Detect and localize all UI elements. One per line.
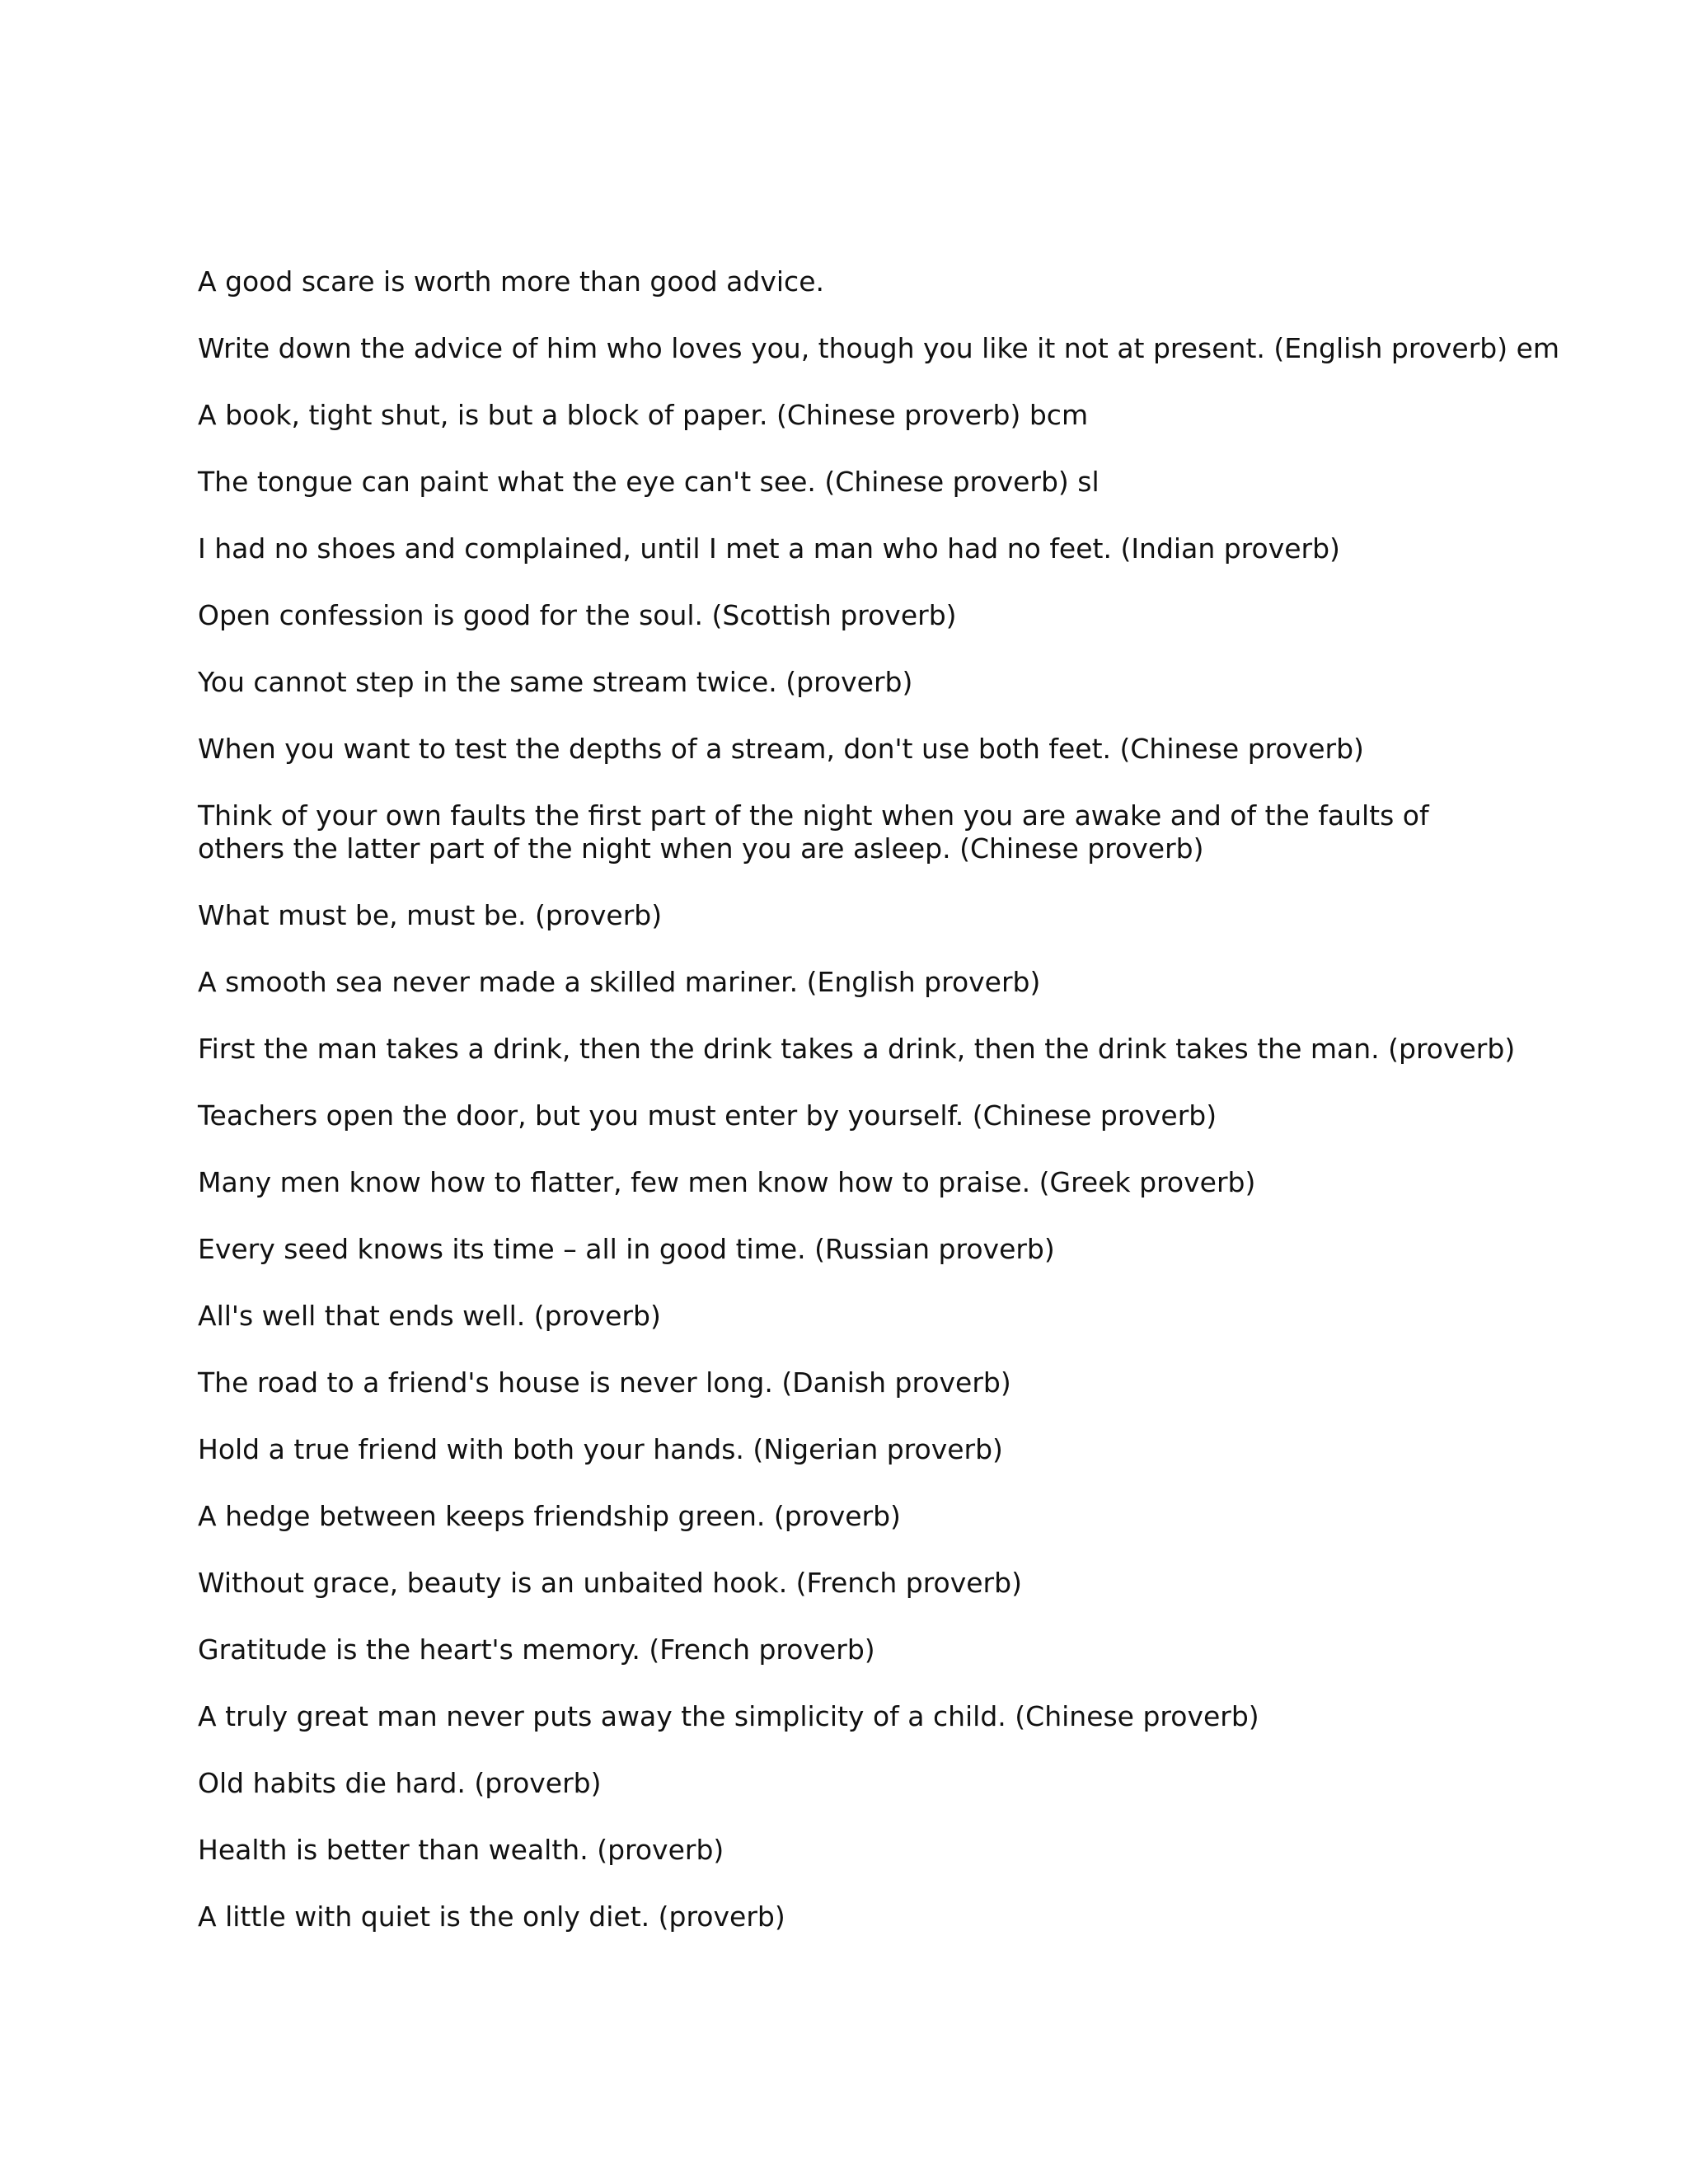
proverb-line: I had no shoes and complained, until I met a man who had no feet. (Indian proverb): [198, 532, 1340, 565]
proverb-line: Many men know how to flatter, few men know how to praise. (Greek proverb): [198, 1166, 1256, 1198]
proverb-line: Health is better than wealth. (proverb): [198, 1834, 724, 1866]
proverb-line: Hold a true friend with both your hands. (Nigerian proverb): [198, 1433, 1003, 1465]
proverb-line: A good scare is worth more than good advice.: [198, 265, 824, 298]
proverb-line: Open confession is good for the soul. (Scottish proverb): [198, 599, 957, 631]
proverb-line: First the man takes a drink, then the drink takes a drink, then the drink takes the man. (proverb): [198, 1033, 1516, 1065]
proverb-line: Without grace, beauty is an unbaited hook. (French proverb): [198, 1567, 1022, 1599]
proverb-line: A book, tight shut, is but a block of paper. (Chinese proverb) bcm: [198, 399, 1089, 431]
proverb-line: Write down the advice of him who loves you, though you like it not at present. (English proverb) em: [198, 332, 1560, 364]
proverb-line: You cannot step in the same stream twice. (proverb): [198, 666, 913, 698]
proverb-line: All's well that ends well. (proverb): [198, 1300, 661, 1332]
proverb-line: When you want to test the depths of a stream, don't use both feet. (Chinese proverb): [198, 733, 1364, 765]
proverb-line: The road to a friend's house is never long. (Danish proverb): [198, 1366, 1011, 1399]
proverb-line: A little with quiet is the only diet. (proverb): [198, 1900, 785, 1933]
proverb-list: [198, 265, 1560, 1967]
proverb-line: A smooth sea never made a skilled mariner. (English proverb): [198, 966, 1041, 998]
proverb-line: Every seed knows its time – all in good time. (Russian proverb): [198, 1233, 1055, 1265]
proverb-line: Gratitude is the heart's memory. (French proverb): [198, 1633, 875, 1666]
proverb-line: A truly great man never puts away the simplicity of a child. (Chinese proverb): [198, 1700, 1259, 1732]
proverb-line: A hedge between keeps friendship green. (proverb): [198, 1500, 901, 1532]
proverb-line: Old habits die hard. (proverb): [198, 1767, 602, 1799]
proverb-line: What must be, must be. (proverb): [198, 899, 663, 931]
proverb-line: Teachers open the door, but you must enter by yourself. (Chinese proverb): [198, 1099, 1217, 1132]
proverb-line: Think of your own faults the first part of the night when you are awake and of the faults of others the latter part of the night when you are asleep. (Chinese proverb): [198, 799, 1429, 865]
proverb-line: The tongue can paint what the eye can't see. (Chinese proverb) sl: [198, 466, 1100, 498]
